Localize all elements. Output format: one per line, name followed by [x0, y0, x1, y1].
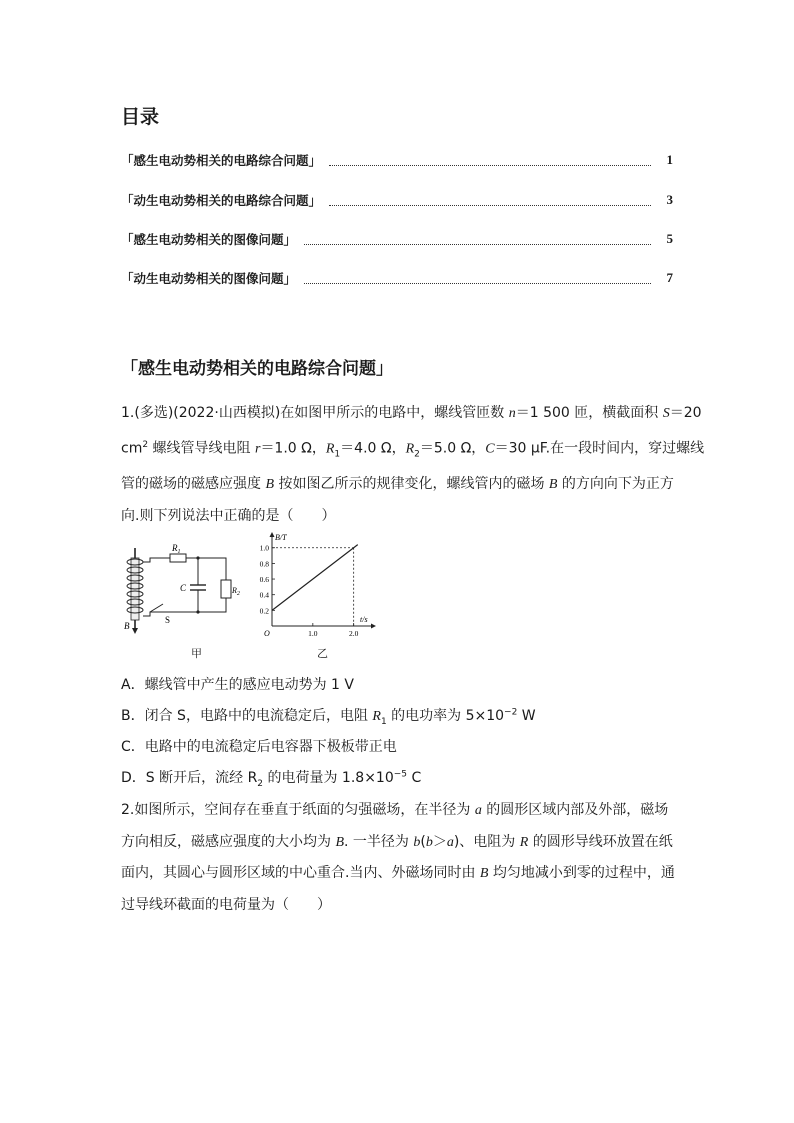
toc-entry-page: 1 — [666, 152, 673, 167]
toc-leader-dots — [304, 273, 651, 284]
junction-bottom — [196, 610, 199, 613]
toc-entry[interactable] — [121, 190, 673, 210]
q1-line-3: 管的磁场的磁感应强度 B 按如图乙所示的规律变化，螺线管内的磁场 B 的方向向下为正方 — [121, 476, 674, 493]
y-tick-label: 1.0 — [259, 543, 269, 553]
y-tick-label: 0.6 — [259, 575, 269, 585]
resistor-R1 — [170, 554, 186, 562]
toc-entry[interactable] — [121, 150, 673, 170]
question-1-stem — [121, 398, 705, 531]
toc-leader-dots — [329, 195, 651, 206]
toc-leader-dots — [304, 234, 651, 245]
y-tick-label: 0.2 — [259, 606, 269, 616]
toc-entry-label: 「动生电动势相关的图像问题」 — [121, 271, 297, 286]
circuit-svg — [118, 540, 248, 640]
toc-entry-label: 「动生电动势相关的电路综合问题」 — [121, 193, 322, 208]
bt-graph-svg — [250, 530, 380, 642]
toc-leader-dots — [329, 155, 651, 166]
resistor-R2 — [221, 580, 231, 598]
label-B: B — [124, 621, 130, 631]
y-tick-label: 0.4 — [259, 590, 269, 600]
toc-entry[interactable] — [121, 268, 673, 288]
label-R1: $R_1$ — [172, 543, 181, 555]
option-b[interactable]: B．闭合 S，电路中的电流稳定后，电阻 $R_1$ 的电功率为 $5\times 10^{-2}$ W — [121, 707, 536, 727]
section-heading: 「感生电动势相关的电路综合问题」 — [121, 359, 393, 379]
label-C: C — [180, 583, 187, 593]
y-axis-arrow — [270, 532, 275, 537]
bt-graph — [250, 530, 380, 642]
toc-entry-page: 7 — [666, 270, 673, 285]
circuit-diagram — [118, 540, 248, 640]
x-axis-arrow — [371, 624, 376, 629]
series-line-B — [272, 545, 358, 611]
y-tick-label: 0.8 — [259, 559, 269, 569]
wire-top-left — [143, 558, 170, 562]
wire-bottom — [143, 598, 226, 616]
q2-line-3: 面内，其圆心与圆形区域的中心重合.当内、外磁场同时由 B 均匀地减小到零的过程中，通 — [121, 865, 675, 881]
q1-line-4: 向.则下列说法中正确的是（ ） — [121, 507, 336, 524]
q2-line-4: 过导线环截面的电荷量为（ ） — [121, 896, 331, 913]
q1-line-1: 1.(多选)(2022·山西模拟)在如图甲所示的电路中，螺线管匝数 n＝1 500 匝，横截面积 S＝20 — [121, 405, 702, 421]
caption-yi: 乙 — [317, 647, 328, 660]
caption-jia: 甲 — [191, 647, 202, 660]
q2-line-2: 方向相反，磁感应强度的大小均为 B. 一半径为 b(b＞a)、电阻为 R 的圆形导线环放置在纸 — [121, 833, 673, 850]
label-S: S — [165, 615, 171, 625]
origin-label: O — [264, 629, 270, 638]
label-R2: $R_2$ — [232, 586, 240, 597]
q1-line-2: $cm^2$ 螺线管导线电阻 r＝1.0 Ω，$R_1=4.0$ Ω，$R_2=5.0$ Ω，C＝30 μF.在一段时间内，穿过螺线 — [121, 439, 705, 459]
option-d[interactable]: D．S 断开后，流经 $R_2$ 的电荷量为 $1.8\times 10^{-5}$ C — [121, 769, 422, 789]
toc-entry-label: 「感生电动势相关的图像问题」 — [121, 232, 297, 247]
option-a[interactable]: A．螺线管中产生的感应电动势为 1 V — [121, 677, 354, 693]
field-arrow — [132, 628, 138, 634]
q2-line-1: 2.如图所示，空间存在垂直于纸面的匀强磁场，在半径为 a 的圆形区域内部及外部，磁场 — [121, 802, 669, 818]
toc-entry-page: 3 — [666, 192, 673, 207]
question-2-stem — [121, 795, 677, 920]
x-tick-label: 2.0 — [348, 629, 359, 638]
switch-blade — [150, 604, 163, 612]
toc-title: 目录 — [121, 106, 160, 128]
toc-entry-label: 「感生电动势相关的电路综合问题」 — [121, 153, 322, 168]
option-c[interactable]: C．电路中的电流稳定后电容器下极板带正电 — [121, 739, 397, 755]
toc-entry[interactable] — [121, 229, 673, 249]
y-axis-label: B/T — [275, 533, 287, 542]
x-axis-label: t/s — [360, 615, 368, 624]
wire-top-right — [186, 558, 226, 580]
junction-top — [196, 556, 199, 559]
x-tick-label: 1.0 — [308, 629, 318, 638]
toc-entry-page: 5 — [666, 231, 673, 246]
